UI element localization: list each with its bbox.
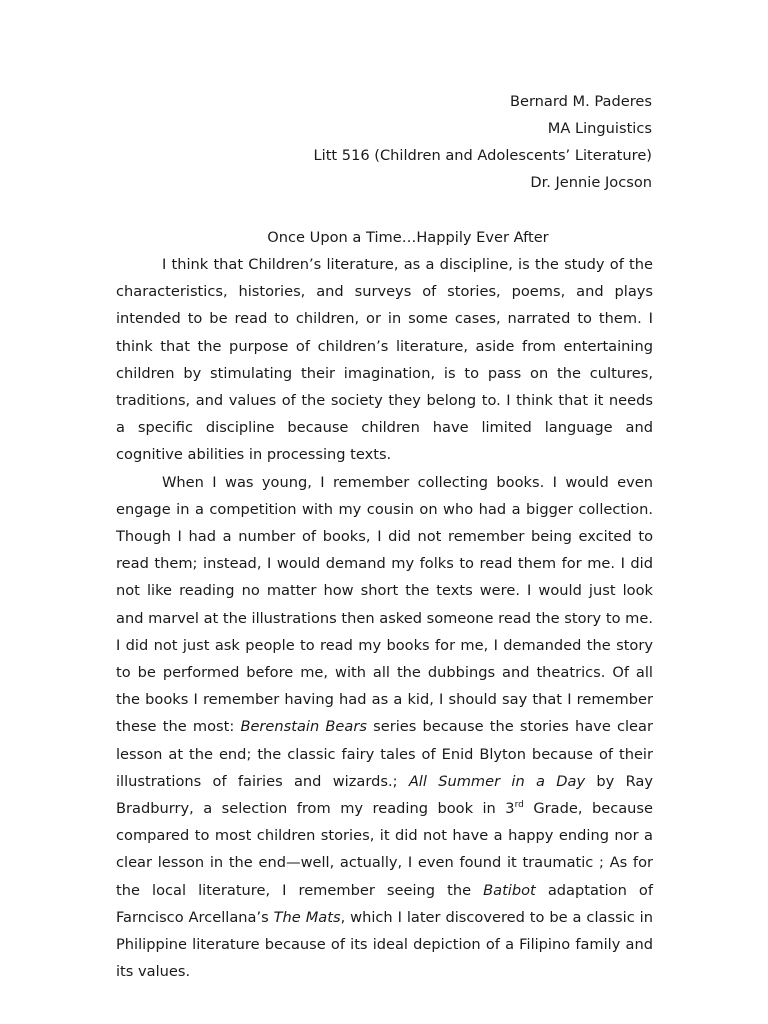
paragraph-2-text: When I was young, I remember collecting books. I would even engage in a competition with my cousin on who had a bigger collection. Though I had a number of books, I did not remember being excited to read them; instead, I would demand my folks to read them for me. I did not like reading no matter how short the texts were. I would just look and marvel at the illustrations then asked someone read the story to me. I did not just ask people to read my books for me, I demanded the story to be performed before me, with all the dubbings and theatrics. Of all the books I remember having had as a kid, I should say that I remember these the most:	[116, 473, 653, 736]
paragraph-1: I think that Children’s literature, as a discipline, is the study of the characteristics, histories, and surveys of stories, poems, and plays intended to be read to children, or in some cases, narrated to them. I think that the purpose of children’s literature, aside from entertaining children by stimulating their imagination, is to pass on the cultures, traditions, and values of the society they belong to. I think that it needs a specific discipline because children have limited language and cognitive abilities in processing texts.	[116, 256, 653, 464]
paragraph-2-text: by Ray Bradburry, a selection from my reading book in 3	[116, 772, 654, 818]
paragraph-2-text: series because the stories have clear lesson at the end; the classic fairy tales of Enid Blyton because of their illustrations of fairies and wizards.;	[116, 718, 653, 790]
book-title-all-summer: All Summer in a Day	[408, 772, 586, 790]
book-title-berenstain: Berenstain Bears	[240, 718, 367, 736]
essay-title: Once Upon a Time…Happily Ever After	[267, 229, 549, 246]
ordinal-suffix: rd	[514, 800, 524, 811]
program-name: MA Linguistics	[547, 120, 652, 137]
paragraph-2-text: adaptation of Farncisco Arcellana’s	[116, 881, 653, 926]
paragraph-2	[116, 469, 653, 986]
header-block	[314, 88, 652, 196]
paragraph-2-text: Grade, because compared to most children stories, it did not have a happy ending nor a clear lesson in the end—well, actually, I even found it traumatic ; As for the local literature, I remember seeing the	[116, 800, 654, 899]
essay-body	[116, 251, 653, 985]
professor-name: Dr. Jennie Jocson	[530, 174, 652, 191]
course-name: Litt 516 (Children and Adolescents’ Literature)	[313, 147, 652, 164]
author-name: Bernard M. Paderes	[509, 93, 652, 110]
paragraph-2-text: , which I later discovered to be a classic in Philippine literature because of its ideal depiction of a Filipino family and its values.	[116, 908, 653, 981]
show-title-batibot: Batibot	[483, 881, 536, 899]
book-title-the-mats: The Mats	[273, 908, 341, 926]
